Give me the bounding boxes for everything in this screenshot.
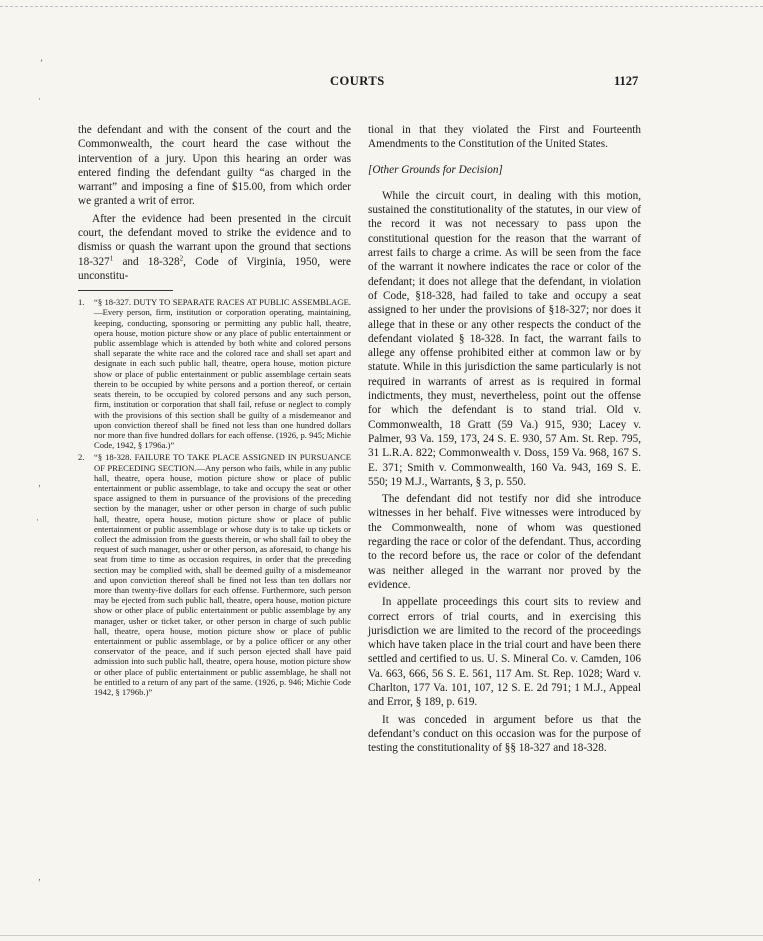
footnote-text: “§ 18-328. FAILURE TO TAKE PLACE ASSIGNED IN PURSUANCE OF PRECEDING SECTION.—Any person who fails, while in any public hall, theatre, opera house, motion picture show or place of public entertainment or public assemblage, to take and occupy the seat or other space assigned to them in pursuance of the provisions of the preceding section by the manager, usher or other person in charge of such public hall, theatre, opera house, motion picture show or place of public entertainment or public assemblage or whose duty is to take up tickets or collect the admission from the guests therein, or who shall fail to obey the request of such manager, usher or other person, as aforesaid, to change his seat from time to time as occasion requires, in order that the preceding section may be complied with, shall be deemed guilty of a misdemeanor and upon conviction thereof shall be fined not less than ten dollars nor more than twenty-five dollars for each offense. Furthermore, such person may be ejected from such public hall, theatre, opera house, motion picture show or other place of public entertainment or public assemblage by any manager, usher or ticket taker, or other person in charge of such public hall, theatre, opera house, motion picture show or place of public entertainment or public assemblage, or by a police officer or any other conservator of the peace, and if such person ejected shall have paid admission into such public hall, theatre, opera house, motion picture show or other place of public entertainment or public assemblage, he shall not be entitled to a return of any part of the same. (1926, p. 946; Michie Code 1942, § 1796b.)” [94,452,351,697]
body-paragraph: The defendant did not testify nor did she introduce witnesses in her behalf. Five witnesses were introduced by the Commonwealth, none of whom was questioned regarding the race or color of the defendant. Thus, according to the record before us, the race or color of the defendant was neither alleged in the warrant nor proved by the evidence. [368,493,641,591]
page-number: 1127 [614,74,639,88]
margin-speck: ‚ [38,478,41,488]
body-paragraph: the defendant and with the consent of the court and the Commonwealth, the court heard the case without the intervention of a jury. Upon this hearing an order was entered finding the defendant guilty “as charged in the warrant” and imposing a fine of $15.00, from which order we granted a writ of error. [78,124,351,208]
body-paragraph: After the evidence had been presented in the circuit court, the defendant moved to strike the evidence and to dismiss or quash the warrant upon the ground that sections $18-327^1$ and $18-328^2$, Code of Virginia, 1950, were unconstitu- [78,212,351,282]
margin-speck: · [36,515,39,525]
body-paragraph: tional in that they violated the First and Fourteenth Amendments to the Constitution of the United States. [368,124,641,151]
section-subheading: [Other Grounds for Decision] [368,163,503,176]
footnote-ref[interactable]: 1 [109,253,114,262]
running-head: COURTS [330,74,385,88]
scan-top-edge [0,6,763,7]
right-column [368,123,641,755]
left-column [78,123,351,699]
footnote-divider [78,290,173,291]
body-paragraph: It was conceded in argument before us that the defendant’s conduct on this occasion was for the purpose of testing the constitutionality of §§ 18-327 and 18-328. [368,713,641,755]
footnote [78,297,351,450]
footnote-ref[interactable]: 2 [179,253,184,262]
body-paragraph: In appellate proceedings this court sits to review and correct errors of trial courts, and in exercising this jurisdiction we are limited to the record of the proceedings which have taken place in the trial court and have been there settled and certified to us. U. S. Mineral Co. v. Camden, 106 Va. 663, 666, 56 S. E. 561, 117 Am. St. Rep. 1028; Ward v. Charlton, 177 Va. 101, 107, 12 S. E. 2d 791; 1 M.J., Appeal and Error, § 189, p. 619. [368,596,641,709]
margin-speck: ‚ [38,872,41,882]
footnote [78,452,351,697]
body-paragraph: While the circuit court, in dealing with this motion, sustained the constitutionality of the statutes, in our view of the record it was not necessary to pass upon the constitutional question for the reason that the warrant of arrest fails to charge a crime. As will be seen from the face of the warrant it nowhere indicates the race or color of the defendant; it does not allege that the defendant, in violation of Code, §18-328, had failed to take and occupy a seat assigned to her under the provisions of §18-327; nor does it allege that in these or any other respects the conduct of the defendant violated § 18-328. In fact, the warrant fails to allege any offense prohibited either at common law or by statute. While in this jurisdiction the same particularly is not required in warrants of arrest as is required in formal indictments, they must, nevertheless, point out the offense for which the defendant is to stand trial. Old v. Commonwealth, 18 Gratt (59 Va.) 915, 930; Lacey v. Palmer, 93 Va. 159, 173, 24 S. E. 930, 57 Am. St. Rep. 795, 31 L.R.A. 822; Commonwealth v. Doss, 159 Va. 968, 167 S. E. 371; Smith v. Commonwealth, 160 Va. 943, 169 S. E. 550; 19 M.J., Warrants, § 3, p. 550. [368,189,641,488]
scan-bottom-edge [0,935,763,936]
footnote-number: 2. [78,452,85,463]
footnote-number: 1. [78,297,85,308]
margin-speck: · [38,94,41,104]
footnote-text: “§ 18-327. DUTY TO SEPARATE RACES AT PUBLIC ASSEMBLAGE.—Every person, firm, institution or corporation operating, maintaining, keeping, conducting, sponsoring or permitting any public hall, theatre, opera house, motion picture show or any place of public entertainment or public assemblage which is attended by both white and colored persons shall separate the white race and the colored race and shall set apart and designate in each such public hall, theatre, opera house, motion picture show or place of public entertainment or public assemblage certain seats therein to be occupied by white persons and a portion thereof, or certain seats therein, to be occupied by colored persons and any such person, firm, institution or corporation that shall fail, refuse or neglect to comply with the provisions of this section shall be guilty of a misdemeanor and upon conviction thereof shall be fined not less than one hundred dollars nor more than five hundred dollars for each offense. (1926, p. 945; Michie Code, 1942, § 1796a.)” [94,297,351,451]
margin-speck: ’ [40,58,43,68]
footnotes [78,297,351,697]
